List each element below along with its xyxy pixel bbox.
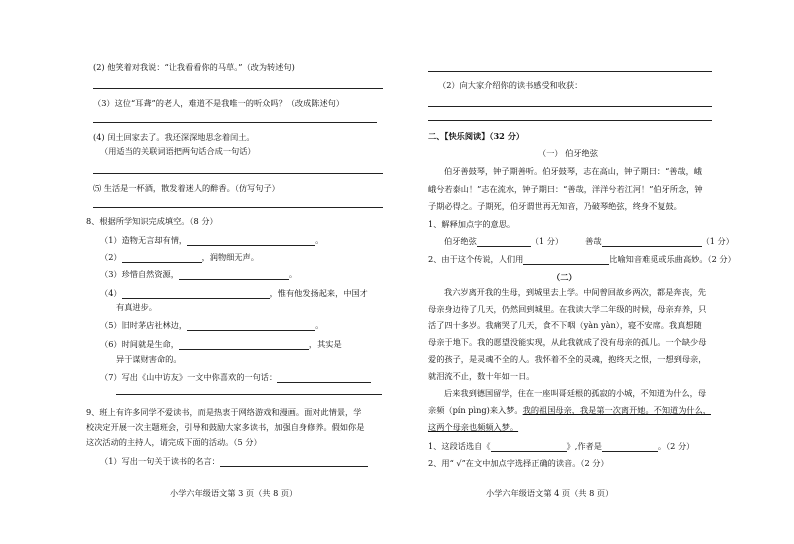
passage-2-line: 这两个母亲也频频入梦。 [428,422,519,432]
question-r-2: 2、由于这个传说，人们用 比喻知音难觅或乐曲高妙。（2 分） [428,254,736,264]
fill-4-cont: 有真进步。 [116,302,157,312]
section-2-title: 二、【快乐阅读】（32 分） [428,131,525,141]
fill-blank[interactable] [491,442,567,452]
section-9-line2: 校决定开展一次主题班会，引导和鼓励大家多读书，加强自身修养。假如你是 [86,422,365,432]
fill-blank[interactable] [602,237,702,247]
passage-2-line: 母亲于地下。我的愿望没能实现，从此我就成了没有母亲的孤儿。一个缺少母 [428,337,707,347]
passage-2-line: 亲频（pín pìng)来入梦。我的祖国母亲，我是第一次离开她。不知道为什么， [428,405,711,415]
section-9-line1: 9、班上有许多同学不爱读书，而是热衷于网络游戏和漫画。面对此情景，学 [86,407,362,417]
fill-blank[interactable] [220,457,368,467]
question-r2: （2）向大家介绍你的读书感受和收获： [438,80,583,90]
question-3: （3）这位“耳聋”的老人，难道不是我唯一的听众吗？（改成陈述句） [93,98,345,108]
answer-line[interactable] [93,173,383,174]
fill-2: （2） ，润物细无声。 [100,252,259,262]
passage-2-line: 母亲身边待了几天，仍然回到城里。在我读大学二年级的时候，母亲弃养，只 [428,304,707,314]
fill-5: （5）旧时茅店社林边， 。 [100,320,324,330]
fill-blank[interactable] [179,270,289,280]
passage-2-line: 就泪流不止，数十年如一日。 [428,371,535,381]
fill-blank[interactable] [122,289,270,299]
fill-3: （3）珍惜自然资源， 。 [100,269,298,279]
fill-blank[interactable] [602,442,658,452]
fill-blank[interactable] [122,253,202,263]
fill-blank[interactable] [179,340,309,350]
passage-1-line: 峨兮若泰山！”志在流水，钟子期曰：“善哉，洋洋兮若江河！”伯牙所念，钟 [428,184,703,194]
answer-line[interactable] [428,71,712,72]
fill-6-cont: 异于谋财害命的。 [116,354,182,364]
question-r-3: 1、这段话选自《 》,作者是 。（2 分） [428,441,695,451]
question-r-1: 1、解释加点字的意思。 [428,219,516,229]
answer-line[interactable] [93,122,377,123]
passage-2-line: 活了四十多岁。我痛哭了几天，食不下咽（yàn yàn），寝不安席。我真想随 [428,320,702,330]
passage-2-line: 我六岁离开我的生母，到城里去上学。中间曾回故乡两次，都是奔丧，先 [444,287,707,297]
answer-line[interactable] [93,88,383,89]
question-4-hint: （用适当的关联词语把两句话合成一句话） [100,146,256,156]
passage-1-line: 子期必得之。子期死，伯牙谓世再无知音，乃破琴绝弦，终身不复鼓。 [428,201,682,211]
passage-1-line: 伯牙善鼓琴，钟子期善听。伯牙鼓琴，志在高山，钟子期曰：“善哉，峨 [444,166,702,176]
section-9-line3: 这次活动的主持人，请完成下面的活动。（5 分） [86,437,262,447]
question-5: ⑸ 生活是一杯酒，散发着迷人的醉香。（仿写句子） [93,183,280,193]
fill-blank[interactable] [187,321,315,331]
fill-blank[interactable] [523,255,609,265]
page-footer-left: 小学六年级语文第 3 页（共 8 页） [170,488,298,498]
answer-line[interactable] [116,394,382,395]
passage-2-line: 爱的孩子，是灵魂不全的人。我怀着不全的灵魂，抱终天之恨，一想到母亲， [428,354,707,364]
fill-blank[interactable] [277,373,371,383]
passage-2-line: 后来我到德国留学，住在一座叫哥廷根的孤寂的小城，不知道为什么，母 [444,388,707,398]
fill-blank[interactable] [477,237,531,247]
answer-line[interactable] [93,207,383,208]
fill-blank[interactable] [187,236,315,246]
question-2: (2) 他笑着对我说：“让我看看你的马草。”（改为转述句) [93,62,295,72]
section-8-title: 8、根据所学知识完成填空。（8 分） [86,216,218,226]
question-4: (4) 闰土回家去了。我还深深地思念着闰土。 [93,132,255,142]
fill-4: （4） ，惟有他发扬起来，中国才 [100,288,368,298]
fill-1: （1）造物无言却有情， 。 [100,235,324,245]
fill-6: （6）时间就是生命， ，其实是 [100,339,342,349]
question-r-1-items: 伯牙绝弦 （1 分） 善哉 （1 分） [444,236,734,246]
passage-2-title: （二） [552,272,577,282]
answer-line[interactable] [428,120,712,121]
question-9-1: （1）写出一句关于读书的名言： [100,456,368,467]
passage-1-title: （一） 伯牙绝弦 [538,148,598,158]
page-footer-right: 小学六年级语文第 4 页（共 8 页） [486,488,614,498]
fill-7: （7）写出《山中访友》一文中你喜欢的一句话： [100,372,371,383]
answer-line[interactable] [428,106,712,107]
question-r-4: 2、用“ √”在文中加点字选择正确的读音。（2 分） [428,458,609,468]
